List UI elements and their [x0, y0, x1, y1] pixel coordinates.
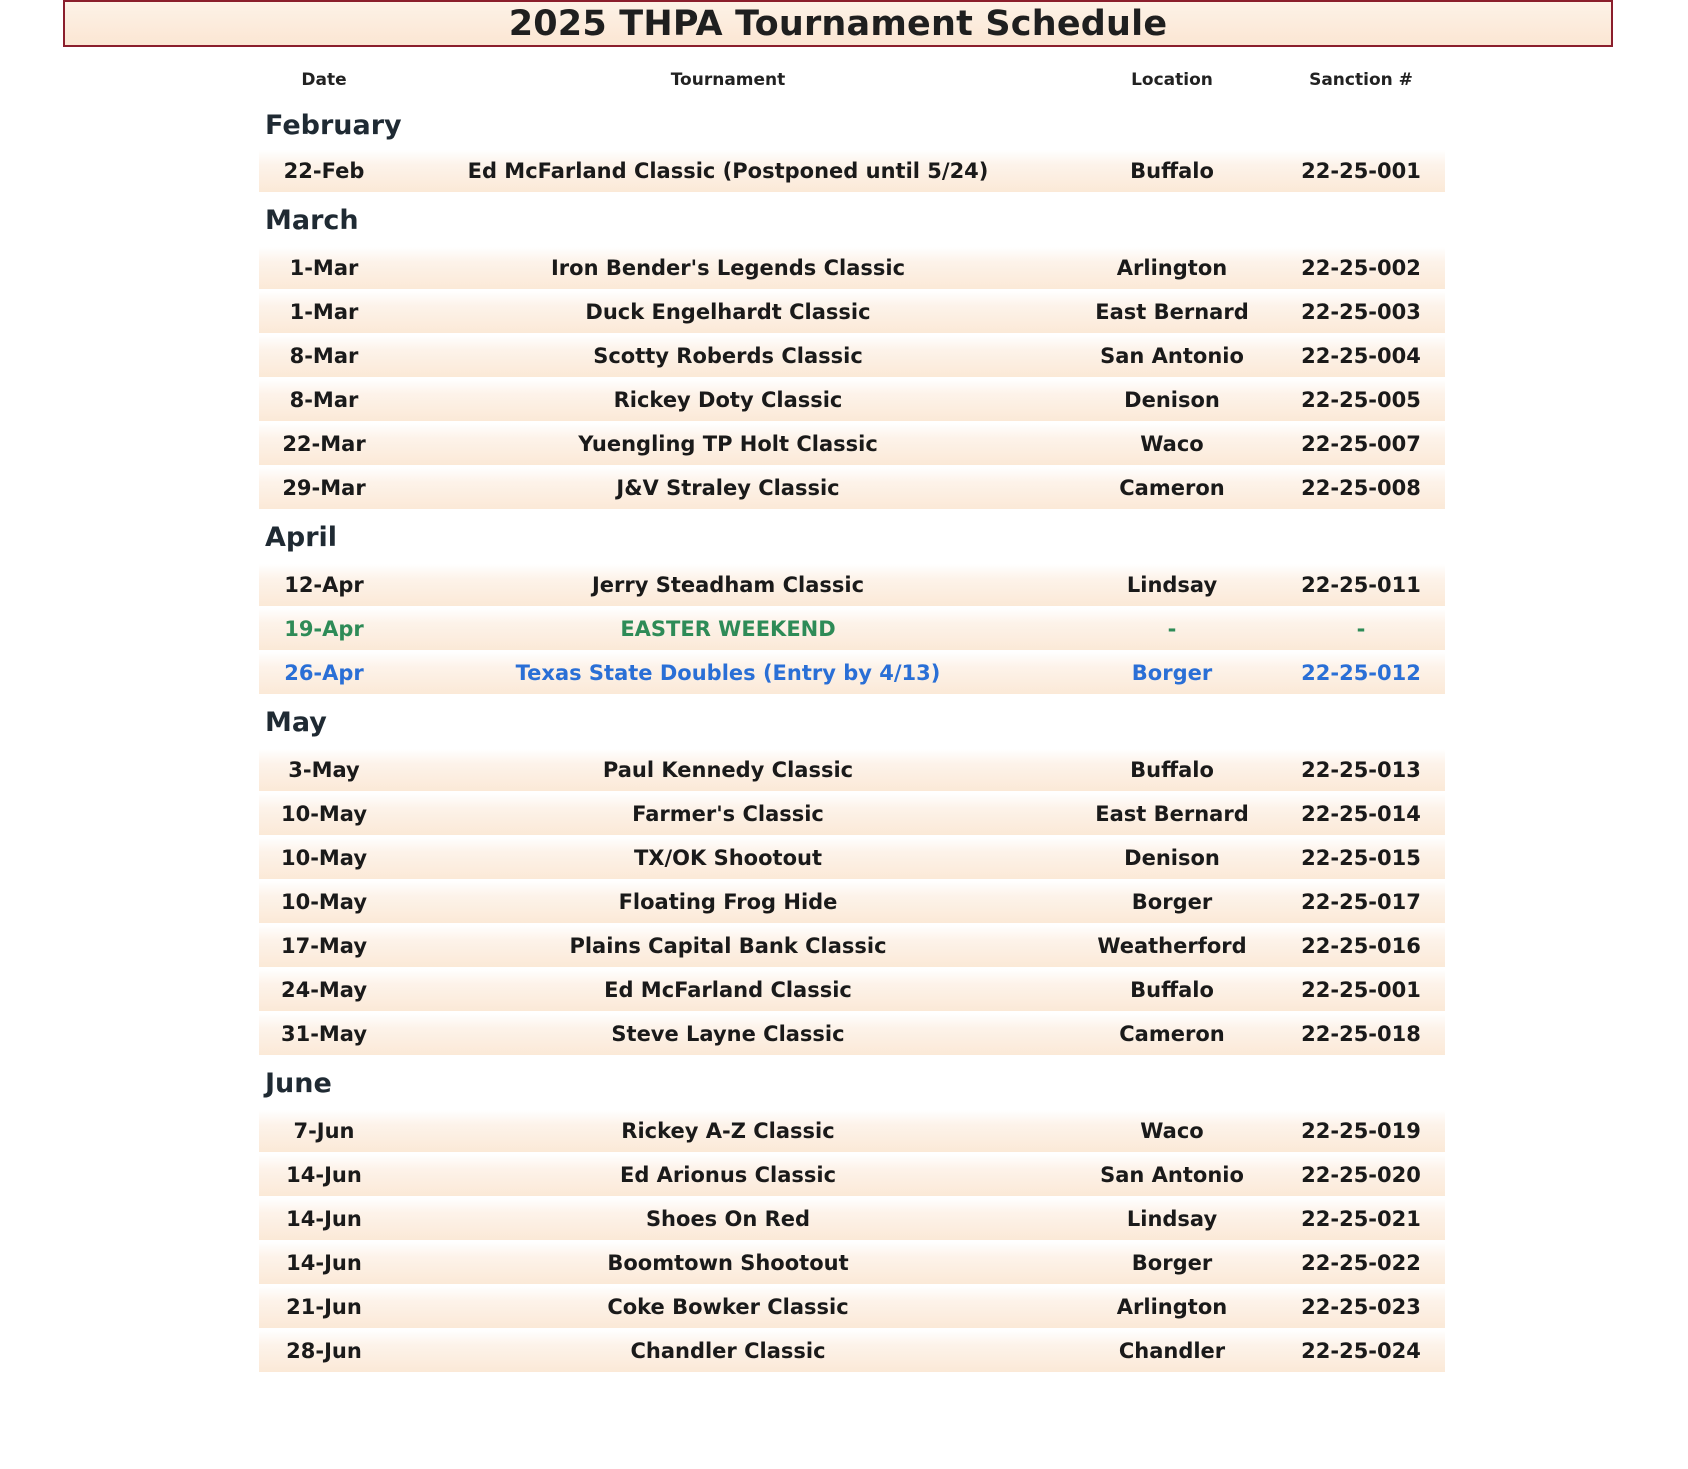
- cell-sanction: 22-25-013: [1301, 758, 1421, 782]
- cell-tournament: Texas State Doubles (Entry by 4/13): [515, 661, 941, 685]
- table-row: [259, 652, 1445, 694]
- cell-location: Weatherford: [1097, 934, 1247, 958]
- table-row: [259, 467, 1445, 509]
- cell-tournament: Plains Capital Bank Classic: [569, 934, 887, 958]
- month-heading-march: March: [265, 205, 359, 236]
- cell-date: 17-May: [280, 934, 368, 958]
- cell-tournament: Boomtown Shootout: [607, 1251, 849, 1275]
- cell-sanction: 22-25-007: [1301, 432, 1421, 456]
- cell-sanction: 22-25-014: [1301, 802, 1421, 826]
- cell-date: 12-Apr: [284, 573, 364, 597]
- table-row: [259, 881, 1445, 923]
- cell-sanction: 22-25-017: [1301, 890, 1421, 914]
- cell-date: 10-May: [280, 846, 368, 870]
- cell-tournament: EASTER WEEKEND: [620, 617, 836, 641]
- cell-tournament: Duck Engelhardt Classic: [585, 300, 871, 324]
- table-row: [259, 379, 1445, 421]
- cell-date: 7-Jun: [293, 1119, 355, 1143]
- cell-location: Lindsay: [1126, 573, 1218, 597]
- cell-sanction: 22-25-003: [1301, 300, 1421, 324]
- cell-location: Lindsay: [1126, 1207, 1218, 1231]
- cell-tournament: Rickey Doty Classic: [613, 388, 843, 412]
- cell-location: Borger: [1131, 890, 1213, 914]
- table-row: [259, 1154, 1445, 1196]
- page-title-banner: [63, 0, 1613, 47]
- cell-date: 24-May: [280, 978, 368, 1002]
- column-header-date: Date: [301, 70, 347, 90]
- cell-tournament: Jerry Steadham Classic: [591, 573, 865, 597]
- cell-date: 10-May: [280, 802, 368, 826]
- cell-location: Cameron: [1119, 1022, 1225, 1046]
- cell-location: -: [1167, 617, 1177, 641]
- cell-sanction: 22-25-020: [1301, 1163, 1421, 1187]
- cell-sanction: 22-25-021: [1301, 1207, 1421, 1231]
- table-row: [259, 925, 1445, 967]
- cell-tournament: Ed McFarland Classic (Postponed until 5/24): [467, 159, 989, 183]
- cell-date: 28-Jun: [286, 1339, 362, 1363]
- table-row: [259, 608, 1445, 650]
- table-row: [259, 969, 1445, 1011]
- cell-location: Arlington: [1116, 1295, 1228, 1319]
- month-heading-may: May: [265, 707, 327, 738]
- cell-location: Waco: [1140, 1119, 1204, 1143]
- cell-tournament: Rickey A-Z Classic: [621, 1119, 835, 1143]
- table-row: [259, 1198, 1445, 1240]
- column-headers: [259, 60, 1445, 100]
- table-row: [259, 1242, 1445, 1284]
- cell-tournament: Iron Bender's Legends Classic: [550, 256, 906, 280]
- table-row: [259, 564, 1445, 606]
- table-row: [259, 150, 1445, 192]
- cell-sanction: 22-25-018: [1301, 1022, 1421, 1046]
- cell-location: San Antonio: [1100, 344, 1244, 368]
- cell-date: 14-Jun: [286, 1207, 362, 1231]
- cell-sanction: 22-25-001: [1301, 978, 1421, 1002]
- cell-date: 8-Mar: [289, 388, 359, 412]
- cell-tournament: J&V Straley Classic: [616, 476, 840, 500]
- cell-date: 1-Mar: [289, 256, 359, 280]
- table-row: [259, 1330, 1445, 1372]
- cell-date: 22-Mar: [282, 432, 366, 456]
- cell-sanction: 22-25-012: [1301, 661, 1421, 685]
- cell-location: East Bernard: [1095, 802, 1249, 826]
- cell-sanction: 22-25-004: [1301, 344, 1421, 368]
- cell-date: 29-Mar: [282, 476, 366, 500]
- table-row: [259, 335, 1445, 377]
- cell-tournament: Coke Bowker Classic: [607, 1295, 849, 1319]
- cell-location: Denison: [1124, 846, 1220, 870]
- cell-date: 10-May: [280, 890, 368, 914]
- cell-date: 14-Jun: [286, 1251, 362, 1275]
- cell-location: San Antonio: [1100, 1163, 1244, 1187]
- cell-tournament: Yuengling TP Holt Classic: [578, 432, 878, 456]
- cell-tournament: Floating Frog Hide: [618, 890, 838, 914]
- month-heading-april: April: [265, 522, 338, 553]
- cell-location: Cameron: [1119, 476, 1225, 500]
- cell-sanction: 22-25-008: [1301, 476, 1421, 500]
- page-title: 2025 THPA Tournament Schedule: [508, 3, 1168, 44]
- table-row: [259, 291, 1445, 333]
- month-heading-june: June: [265, 1068, 332, 1099]
- cell-location: Borger: [1131, 1251, 1213, 1275]
- cell-location: Buffalo: [1130, 159, 1214, 183]
- cell-tournament: Steve Layne Classic: [611, 1022, 845, 1046]
- cell-tournament: Scotty Roberds Classic: [593, 344, 863, 368]
- cell-tournament: Farmer's Classic: [632, 802, 824, 826]
- cell-date: 26-Apr: [284, 661, 364, 685]
- cell-date: 22-Feb: [283, 159, 365, 183]
- cell-sanction: 22-25-001: [1301, 159, 1421, 183]
- cell-location: Waco: [1140, 432, 1204, 456]
- cell-location: Buffalo: [1130, 978, 1214, 1002]
- cell-tournament: TX/OK Shootout: [633, 846, 822, 870]
- cell-date: 31-May: [280, 1022, 368, 1046]
- table-row: [259, 837, 1445, 879]
- cell-tournament: Shoes On Red: [645, 1207, 811, 1231]
- column-header-sanction: Sanction #: [1309, 70, 1413, 90]
- cell-location: Buffalo: [1130, 758, 1214, 782]
- cell-sanction: 22-25-011: [1301, 573, 1421, 597]
- table-row: [259, 1110, 1445, 1152]
- table-row: [259, 1013, 1445, 1055]
- month-heading-february: February: [265, 109, 402, 141]
- cell-tournament: Chandler Classic: [630, 1339, 826, 1363]
- cell-sanction: 22-25-016: [1301, 934, 1421, 958]
- column-header-tournament: Tournament: [670, 70, 786, 90]
- cell-sanction: -: [1356, 617, 1366, 641]
- table-row: [259, 423, 1445, 465]
- cell-date: 3-May: [288, 758, 360, 782]
- cell-sanction: 22-25-015: [1301, 846, 1421, 870]
- cell-sanction: 22-25-024: [1301, 1339, 1421, 1363]
- cell-location: Borger: [1131, 661, 1213, 685]
- table-row: [259, 1286, 1445, 1328]
- cell-location: Denison: [1124, 388, 1220, 412]
- cell-sanction: 22-25-023: [1301, 1295, 1421, 1319]
- cell-tournament: Ed McFarland Classic: [604, 978, 852, 1002]
- table-row: [259, 793, 1445, 835]
- cell-tournament: Ed Arionus Classic: [619, 1163, 837, 1187]
- cell-date: 1-Mar: [289, 300, 359, 324]
- cell-date: 21-Jun: [286, 1295, 362, 1319]
- schedule-table: [259, 60, 1445, 1374]
- table-row: [259, 749, 1445, 791]
- cell-sanction: 22-25-022: [1301, 1251, 1421, 1275]
- cell-date: 14-Jun: [286, 1163, 362, 1187]
- cell-sanction: 22-25-002: [1301, 256, 1421, 280]
- cell-sanction: 22-25-005: [1301, 388, 1421, 412]
- cell-location: Arlington: [1116, 256, 1228, 280]
- cell-date: 8-Mar: [289, 344, 359, 368]
- cell-location: Chandler: [1118, 1339, 1226, 1363]
- table-row: [259, 247, 1445, 289]
- cell-location: East Bernard: [1095, 300, 1249, 324]
- cell-tournament: Paul Kennedy Classic: [602, 758, 854, 782]
- cell-date: 19-Apr: [284, 617, 364, 641]
- cell-sanction: 22-25-019: [1301, 1119, 1421, 1143]
- schedule-body: [259, 100, 1445, 1372]
- column-header-location: Location: [1131, 70, 1213, 90]
